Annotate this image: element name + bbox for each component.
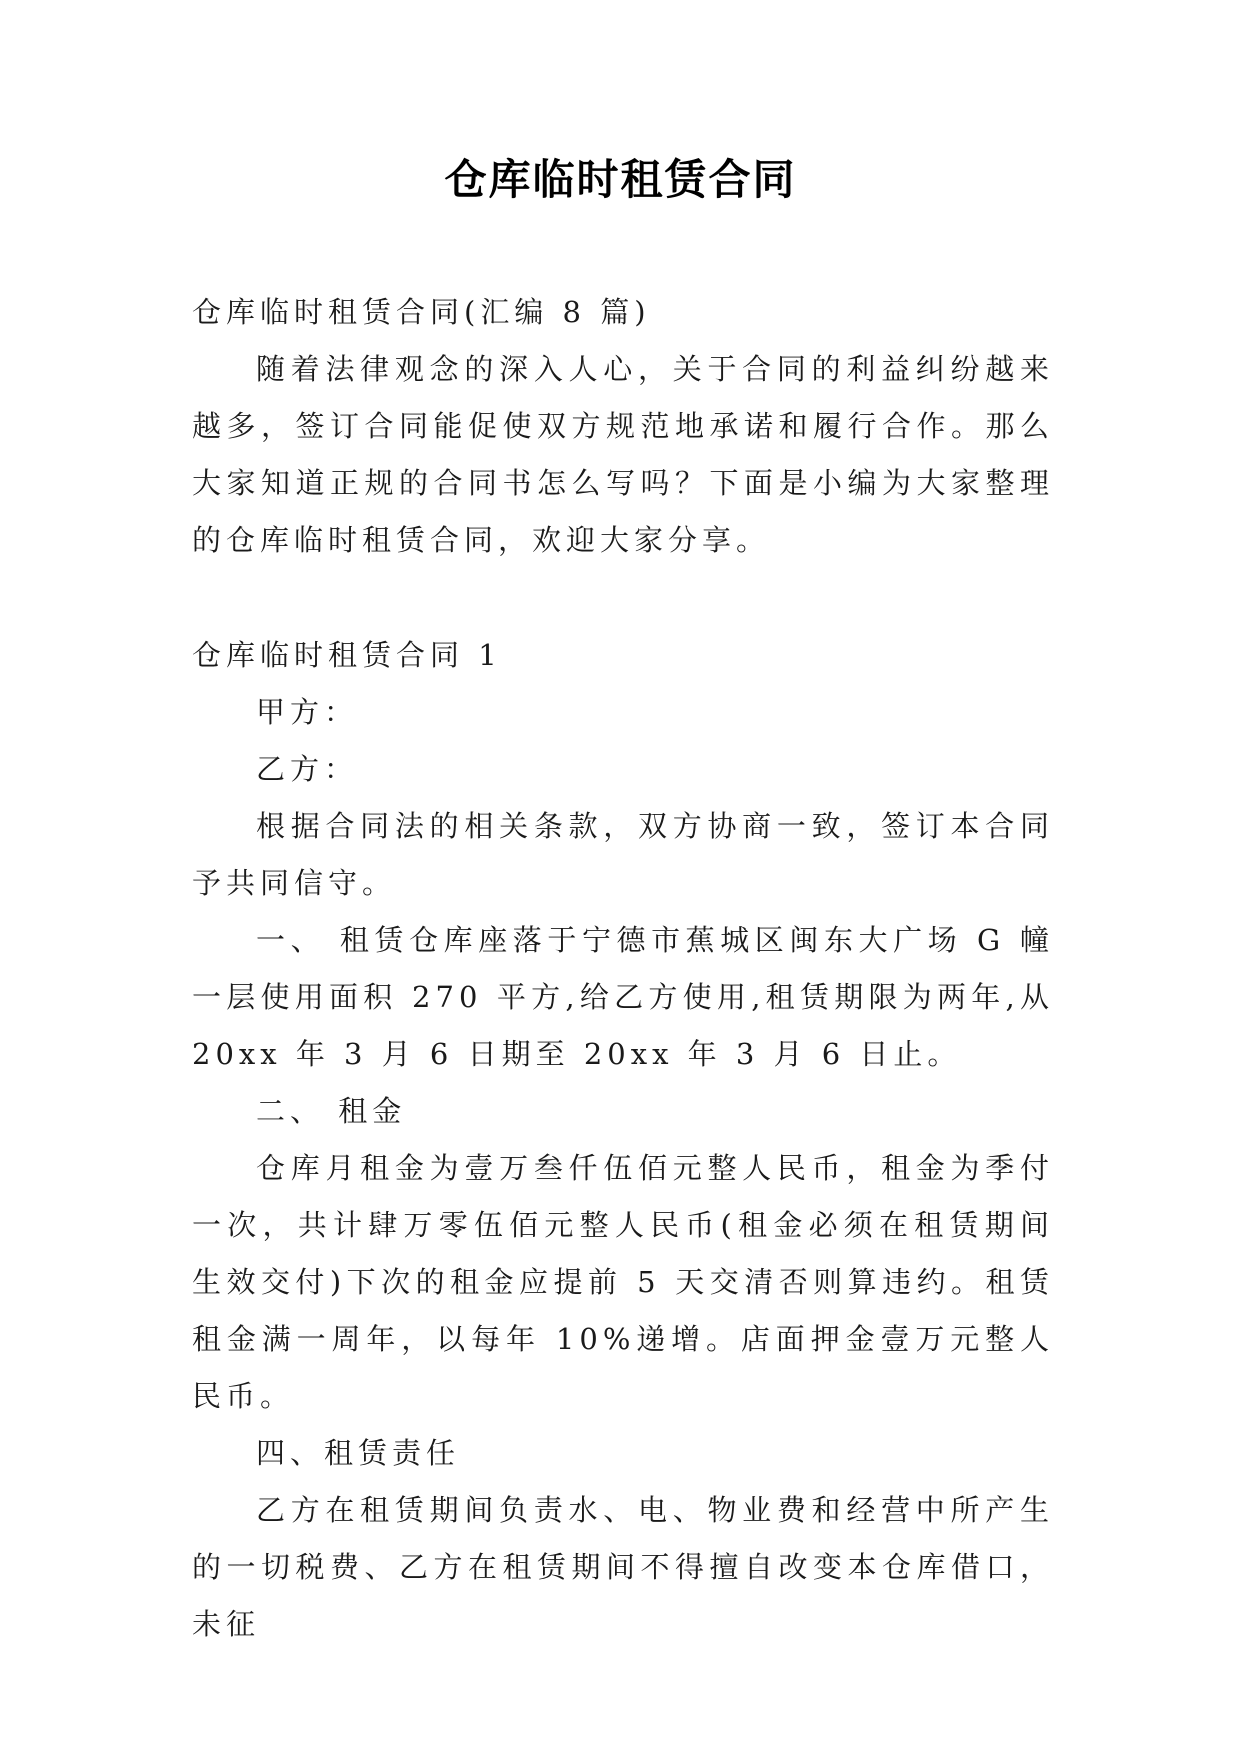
clause-2-paragraph: 仓库月租金为壹万叁仟伍佰元整人民币，租金为季付一次，共计肆万零伍佰元整人民币(租金必须在租赁期间生效交付)下次的租金应提前 5 天交清否则算违约。租赁租金满一周年，以每年 10%递增。店面押金壹万元整人民币。 [192,1151,1054,1413]
party-b-line: 乙方： [256,752,359,786]
party-a-line: 甲方： [256,695,359,729]
preamble-paragraph: 根据合同法的相关条款，双方协商一致，签订本合同予共同信守。 [192,809,1054,900]
paragraph-gap [192,569,1054,627]
clause-2-heading: 二、 租金 [256,1094,407,1128]
section-title: 仓库临时租赁合同 1 [192,638,502,672]
clause-4-heading: 四、租赁责任 [256,1436,461,1470]
document-body [192,284,1054,1653]
document-title: 仓库临时租赁合同 [444,155,797,204]
intro-paragraph: 随着法律观念的深入人心，关于合同的利益纠纷越来越多，签订合同能促使双方规范地承诺和履行合作。那么大家知道正规的合同书怎么写吗？下面是小编为大家整理的仓库临时租赁合同，欢迎大家分享。 [192,352,1054,557]
document-subtitle: 仓库临时租赁合同(汇编 8 篇) [192,295,651,329]
clause-4-paragraph: 乙方在租赁期间负责水、电、物业费和经营中所产生的一切税费、乙方在租赁期间不得擅自改变本仓库借口，未征 [192,1493,1054,1641]
clause-1-paragraph: 一、 租赁仓库座落于宁德市蕉城区闽东大广场 G 幢一层使用面积 270 平方,给乙方使用,租赁期限为两年,从 20xx 年 3 月 6 日期至 20xx 年 3 月 6 日止。 [192,923,1054,1071]
